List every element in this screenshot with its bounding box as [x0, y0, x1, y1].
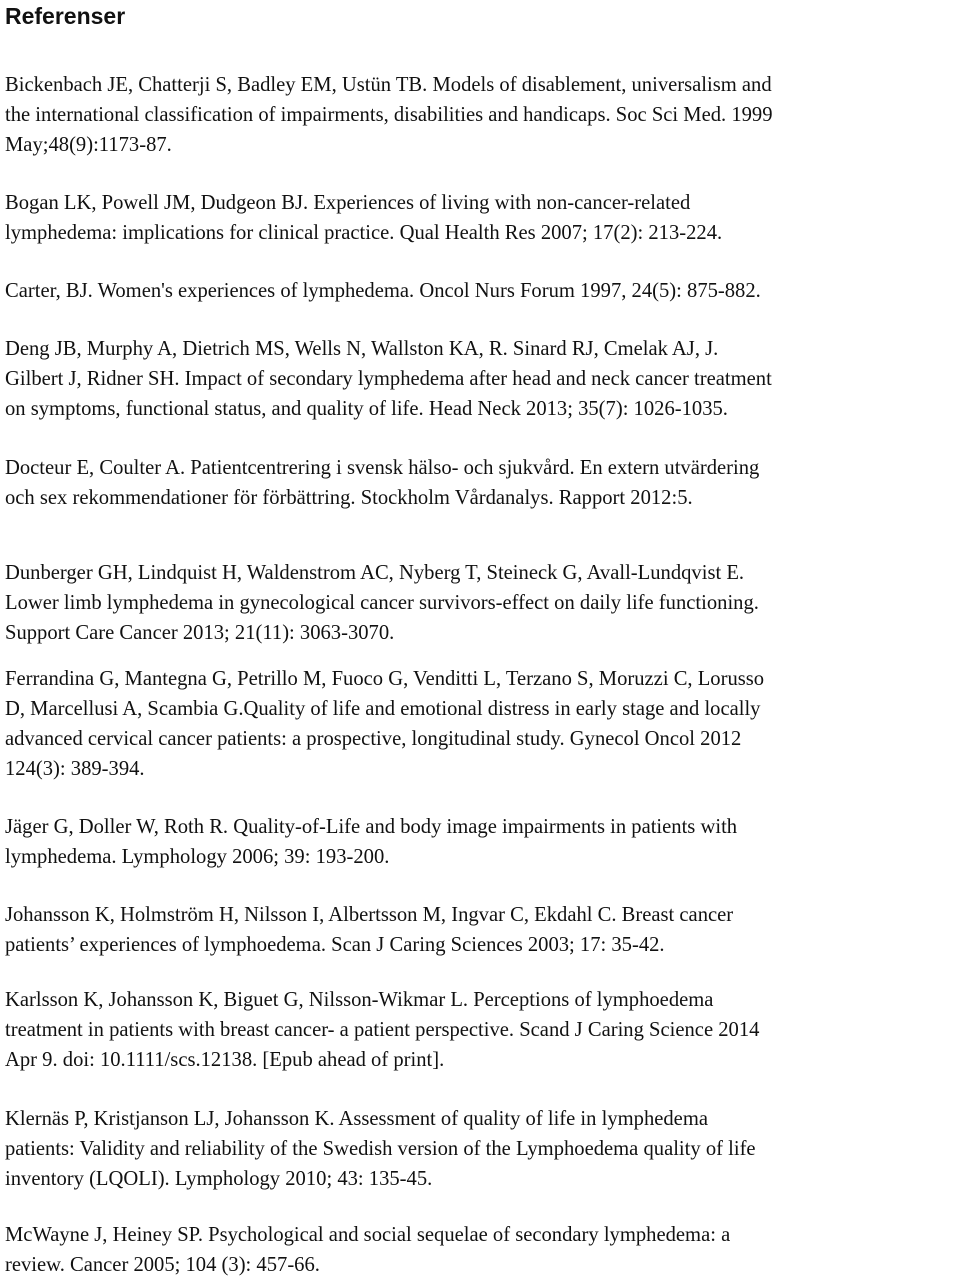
reference-entry	[5, 70, 957, 160]
reference-line: advanced cervical cancer patients: a prospective, longitudinal study. Gynecol Oncol 2012	[5, 728, 742, 750]
reference-entry	[5, 453, 957, 513]
reference-line: McWayne J, Heiney SP. Psychological and social sequelae of secondary lymphedema: a	[5, 1224, 731, 1246]
reference-line: Carter, BJ. Women's experiences of lymphedema. Oncol Nurs Forum 1997, 24(5): 875-882.	[5, 280, 761, 302]
reference-line: May;48(9):1173-87.	[5, 134, 172, 156]
reference-line: the international classification of impairments, disabilities and handicaps. Soc Sci Med. 1999	[5, 104, 773, 126]
reference-line: Karlsson K, Johansson K, Biguet G, Nilsson-Wikmar L. Perceptions of lymphoedema	[5, 989, 714, 1011]
reference-line: D, Marcellusi A, Scambia G.Quality of life and emotional distress in early stage and locally	[5, 698, 761, 720]
reference-line: Gilbert J, Ridner SH. Impact of secondary lymphedema after head and neck cancer treatment	[5, 368, 772, 390]
reference-line: Bickenbach JE, Chatterji S, Badley EM, Ustün TB. Models of disablement, universalism and	[5, 74, 772, 96]
reference-line: patients’ experiences of lymphoedema. Scan J Caring Sciences 2003; 17: 35-42.	[5, 934, 665, 956]
reference-entry	[5, 985, 957, 1075]
reference-line: review. Cancer 2005; 104 (3): 457-66.	[5, 1254, 320, 1276]
reference-entry	[5, 900, 957, 960]
reference-line: Apr 9. doi: 10.1111/scs.12138. [Epub ahead of print].	[5, 1049, 445, 1071]
page-title: Referenser	[5, 3, 126, 29]
reference-line: inventory (LQOLI). Lymphology 2010; 43: 135-45.	[5, 1168, 433, 1190]
reference-line: Lower limb lymphedema in gynecological cancer survivors-effect on daily life functioning.	[5, 592, 759, 614]
reference-entry	[5, 1104, 957, 1194]
reference-line: Docteur E, Coulter A. Patientcentrering i svensk hälso- och sjukvård. En extern utvärdering	[5, 457, 760, 479]
reference-line: treatment in patients with breast cancer- a patient perspective. Scand J Caring Science 2014	[5, 1019, 760, 1041]
reference-entry	[5, 276, 957, 306]
reference-line: Support Care Cancer 2013; 21(11): 3063-3070.	[5, 622, 395, 644]
reference-line: patients: Validity and reliability of the Swedish version of the Lymphoedema quality of life	[5, 1138, 756, 1160]
reference-line: Ferrandina G, Mantegna G, Petrillo M, Fuoco G, Venditti L, Terzano S, Moruzzi C, Lorusso	[5, 668, 765, 690]
reference-line: lymphedema: implications for clinical practice. Qual Health Res 2007; 17(2): 213-224.	[5, 222, 723, 244]
reference-entry	[5, 558, 957, 648]
reference-line: 124(3): 389-394.	[5, 758, 145, 780]
reference-entry	[5, 1220, 957, 1280]
reference-line: lymphedema. Lymphology 2006; 39: 193-200.	[5, 846, 390, 868]
reference-entry	[5, 812, 957, 872]
reference-line: och sex rekommendationer för förbättring. Stockholm Vårdanalys. Rapport 2012:5.	[5, 487, 693, 509]
reference-line: Deng JB, Murphy A, Dietrich MS, Wells N, Wallston KA, R. Sinard RJ, Cmelak AJ, J.	[5, 338, 719, 360]
reference-line: Klernäs P, Kristjanson LJ, Johansson K. Assessment of quality of life in lymphedema	[5, 1108, 708, 1130]
document-page	[5, 0, 957, 1276]
reference-entry	[5, 664, 957, 784]
reference-line: Jäger G, Doller W, Roth R. Quality-of-Life and body image impairments in patients with	[5, 816, 738, 838]
reference-entry	[5, 188, 957, 248]
reference-line: Dunberger GH, Lindquist H, Waldenstrom AC, Nyberg T, Steineck G, Avall-Lundqvist E.	[5, 562, 745, 584]
reference-entry	[5, 334, 957, 424]
reference-line: Bogan LK, Powell JM, Dudgeon BJ. Experiences of living with non-cancer-related	[5, 192, 691, 214]
reference-line: Johansson K, Holmström H, Nilsson I, Albertsson M, Ingvar C, Ekdahl C. Breast cancer	[5, 904, 734, 926]
reference-line: on symptoms, functional status, and quality of life. Head Neck 2013; 35(7): 1026-1035.	[5, 398, 728, 420]
